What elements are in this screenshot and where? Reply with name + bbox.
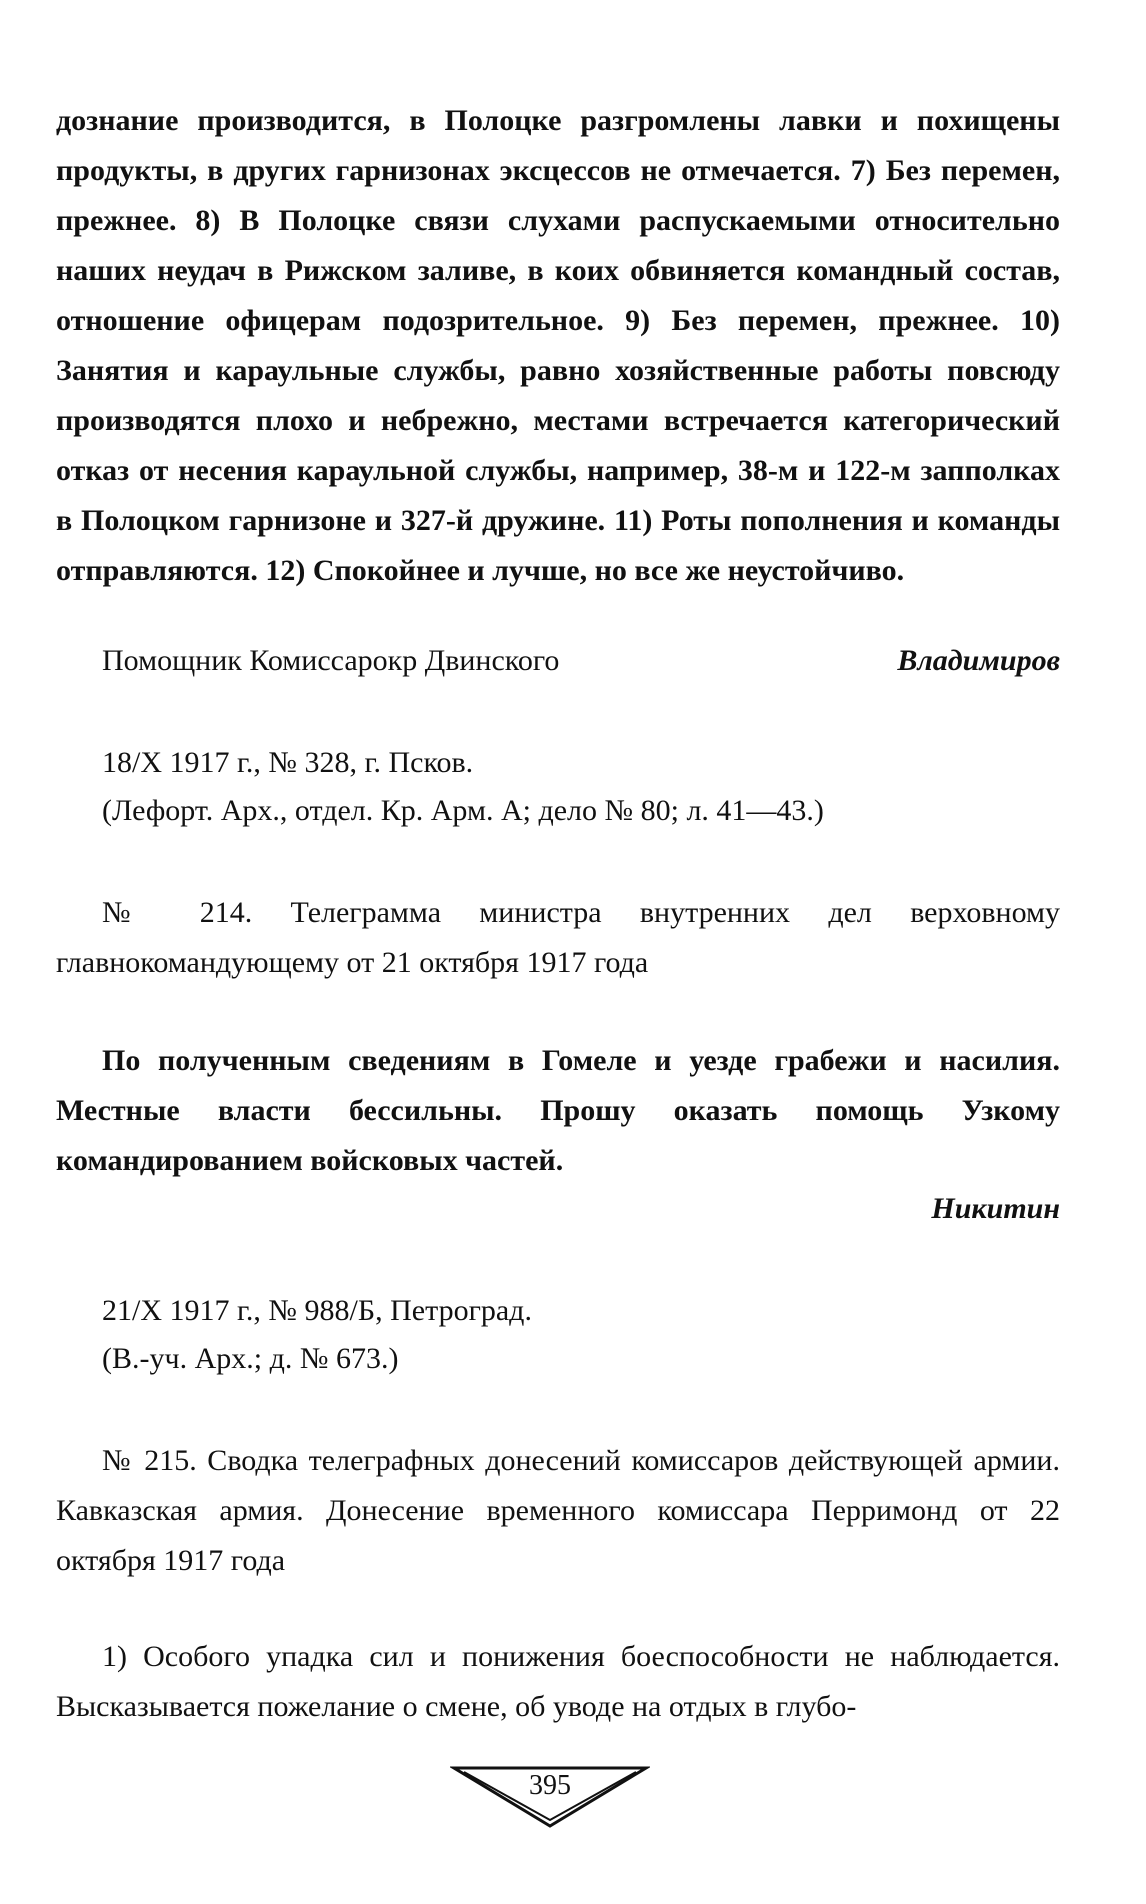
paragraph-continuation: дознание производится, в Полоцке разгромлены лавки и похищены продукты, в других гарнизонах эксцессов не отмечается. 7) Без перемен, прежнее. 8) В Полоцке связи слухами распускаемыми относительно наших неудач в Рижском заливе, в коих обвиняется командный состав, отношение офицерам подозрительное. 9) Без перемен, прежнее. 10) Занятия и караульные службы, равно хозяйственные работы повсюду производятся плохо и небрежно, местами встречается категорический отказ от несения караульной службы, например, 38-м и 122-м запполках в Полоцком гарнизоне и 327-й дружине. 11) Роты пополнения и команды отправляются. 12) Спокойнее и лучше, но все же неустойчиво. — [56, 104, 1060, 587]
signature-title: Помощник Комиссарокр Двинского — [102, 644, 560, 677]
document-214-body: По полученным сведениям в Гомеле и уезде грабежи и насилия. Местные власти бессильны. Прошу оказать помощь Узкому командированием войсковых частей. — [56, 1044, 1060, 1177]
document-214-heading: № 214. Телеграмма министра внутренних дел верховному главнокомандующему от 21 октября 1917 года — [56, 896, 1060, 979]
signature-name: Владимиров — [897, 644, 1060, 677]
document-215-heading: № 215. Сводка телеграфных донесений комиссаров действующей армии. Кавказская армия. Донесение временного комиссара Перримонд от 22 октября 1917 года — [56, 1444, 1060, 1577]
document-214-signature: Никитин — [931, 1192, 1060, 1225]
page-number-ornament — [450, 1762, 650, 1832]
document-214-date-line: 21/X 1917 г., № 988/Б, Петроград. — [102, 1294, 532, 1327]
document-215-body: 1) Особого упадка сил и понижения боеспособности не наблюдается. Высказывается пожелание о смене, об уводе на отдых в глубо- — [56, 1640, 1060, 1723]
document-214-archive-line: (В.-уч. Арх.; д. № 673.) — [102, 1342, 399, 1375]
reference-archive-line: (Лефорт. Арх., отдел. Кр. Арм. А; дело № 80; л. 41—43.) — [102, 794, 824, 827]
reference-date-line: 18/X 1917 г., № 328, г. Псков. — [102, 746, 474, 779]
page-number: 395 — [529, 1770, 571, 1801]
signature-row-1 — [102, 636, 1060, 686]
